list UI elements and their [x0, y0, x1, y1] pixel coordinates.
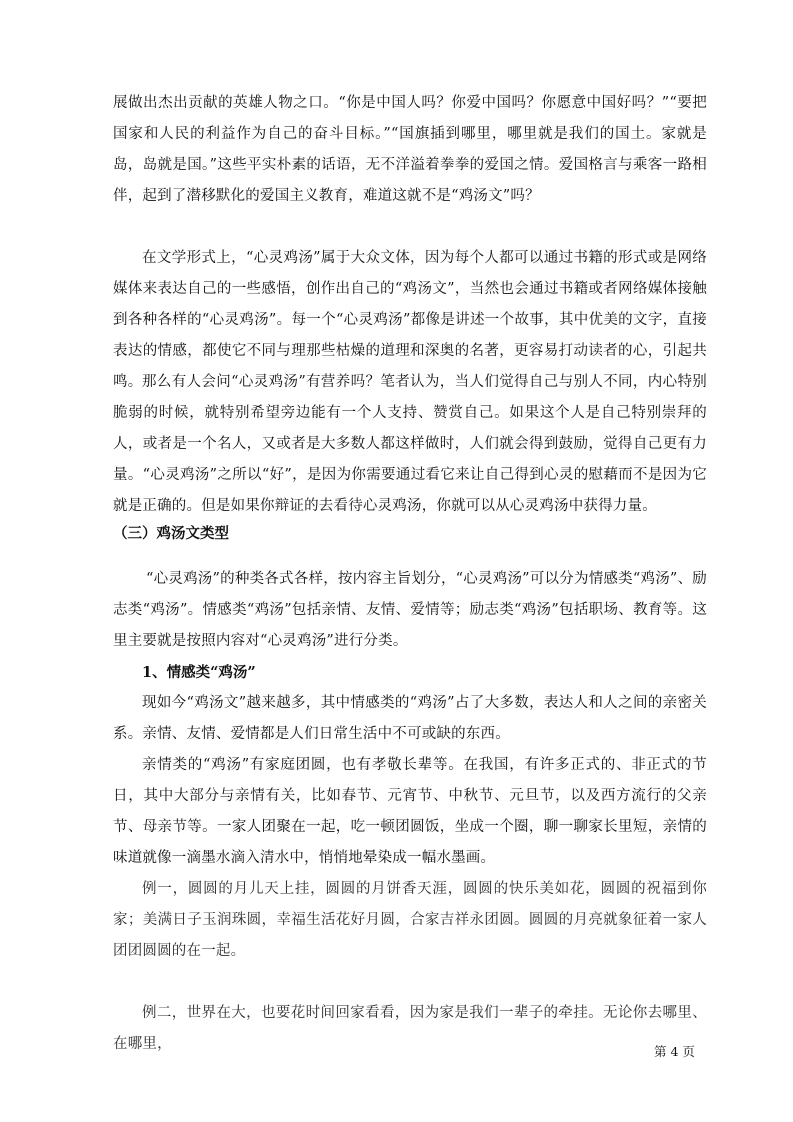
subsection-heading-emotional: 1、情感类“鸡汤”	[142, 664, 256, 681]
paragraph-types-overview: “心灵鸡汤”的种类各式各样，按内容主旨划分，“心灵鸡汤”可以分为情感类“鸡汤”、励志类“鸡汤”。情感类“鸡汤”包括亲情、友情、爱情等；励志类“鸡汤”包括职场、教育等。这里主要就是按照内容对“心灵鸡汤”进行分类。	[113, 571, 707, 649]
paragraph-example-two: 例二，世界在大，也要花时间回家看看，因为家是我们一辈子的牵挂。无论你去哪里、在哪里，	[113, 1005, 707, 1052]
paragraph-family-chicken-soup: 亲情类的“鸡汤”有家庭团圆，也有孝敬长辈等。在我国，有许多正式的、非正式的节日，其中大部分与亲情有关，比如春节、元宵节、中秋节、元旦节，以及西方流行的父亲节、母亲节等。一家人团聚在一起，吃一顿团圆饭，坐成一个圈，聊一聊家长里短，亲情的味道就像一滴墨水滴入清水中，悄悄地晕染成一幅水墨画。	[113, 757, 707, 866]
paragraph-patriotic-quotes: 展做出杰出贡献的英雄人物之口。“你是中国人吗？你爱中国吗？你愿意中国好吗？”“要把国家和人民的利益作为自己的奋斗目标。”“国旗插到哪里，哪里就是我们的国土。家就是岛，岛就是国。”这些平实朴素的话语，无不洋溢着拳拳的爱国之情。爱国格言与乘客一路相伴，起到了潜移默化的爱国主义教育，难道这就不是“鸡汤文”吗？	[113, 95, 707, 204]
page-number: 第 4 页	[654, 1044, 695, 1059]
paragraph-literary-form: 在文学形式上，“心灵鸡汤”属于大众文体，因为每个人都可以通过书籍的形式或是网络媒体来表达自己的一些感悟，创作出自己的“鸡汤文”，当然也会通过书籍或者网络媒体接触到各种各样的“心灵鸡汤”。每一个“心灵鸡汤”都像是讲述一个故事，其中优美的文字，直接表达的情感，都使它不同与理那些枯燥的道理和深奥的名著，更容易打动读者的心，引起共鸣。	[113, 250, 707, 390]
paragraph-nutrition-question: 那么有人会问“心灵鸡汤”有营养吗？笔者认为，当人们觉得自己与别人不同，内心特别脆弱的时候，就特别希望旁边能有一个人支持、赞赏自己。如果这个人是自己特别崇拜的人，或者是一个名人，又或者是大多数人都这样做时，人们就会得到鼓励，觉得自己更有力量。“心灵鸡汤”之所以“好”，是因为你需要通过看它来让自己得到心灵的慰藉而不是因为它就是正确的。但是如果你辩证的去看待心灵鸡汤，你就可以从心灵鸡汤中获得力量。	[113, 374, 707, 514]
section-heading-types: （三）鸡汤文类型	[113, 525, 229, 542]
paragraph-example-one: 例一，圆圆的月儿天上挂，圆圆的月饼香天涯，圆圆的快乐美如花，圆圆的祝福到你家；美满日子玉润珠圆，幸福生活花好月圆，合家吉祥永团圆。圆圆的月亮就象征着一家人团团圆圆的在一起。	[113, 881, 707, 959]
paragraph-emotional-intro: 现如今“鸡汤文”越来越多，其中情感类的“鸡汤”占了大多数，表达人和人之间的亲密关系。亲情、友情、爱情都是人们日常生活中不可或缺的东西。	[113, 695, 707, 742]
